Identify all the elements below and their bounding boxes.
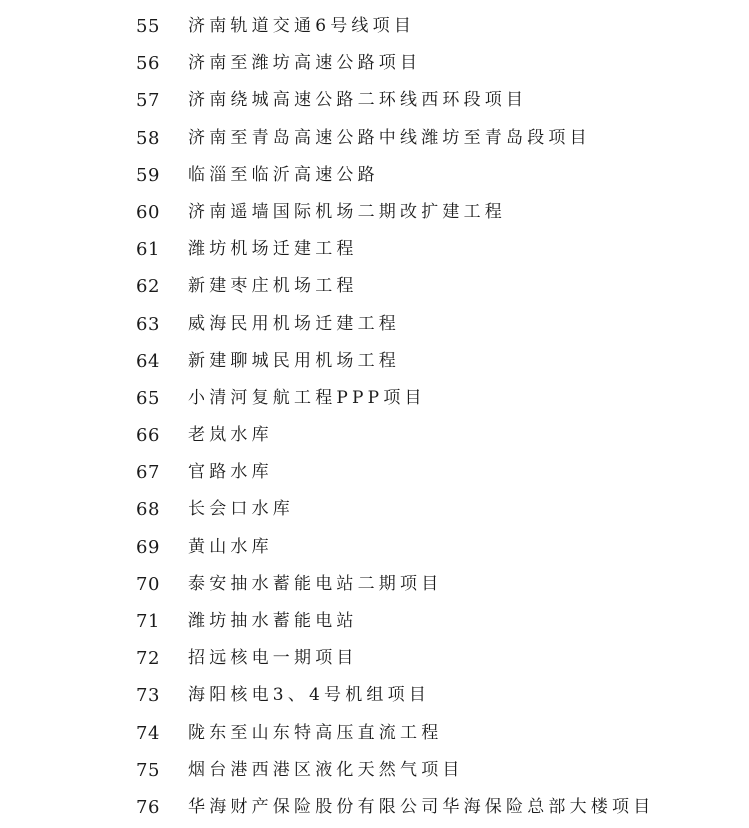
item-number: 68 [136, 499, 160, 521]
list-item [0, 752, 749, 789]
item-number: 61 [136, 239, 160, 261]
item-title: 新建枣庄机场工程 [188, 276, 358, 297]
item-number: 62 [136, 276, 160, 298]
list-item [0, 566, 749, 603]
item-title: 潍坊机场迁建工程 [188, 239, 358, 260]
item-number: 56 [136, 53, 160, 75]
list-item [0, 603, 749, 640]
list-item [0, 789, 749, 826]
item-title: 新建聊城民用机场工程 [188, 350, 400, 371]
item-title: 济南至潍坊高速公路项目 [188, 53, 422, 74]
project-list [0, 8, 749, 826]
list-item [0, 8, 749, 45]
item-title: 华海财产保险股份有限公司华海保险总部大楼项目 [188, 796, 655, 817]
item-number: 76 [136, 796, 160, 818]
item-title: 潍坊抽水蓄能电站 [188, 611, 358, 631]
list-item [0, 231, 749, 268]
list-item [0, 677, 749, 714]
item-number: 57 [136, 90, 160, 112]
item-title: 济南绕城高速公路二环线西环段项目 [188, 90, 528, 111]
list-item [0, 157, 749, 194]
item-title: 招远核电一期项目 [188, 648, 358, 669]
item-number: 70 [136, 573, 160, 595]
item-number: 69 [136, 536, 160, 558]
item-title: 陇东至山东特高压直流工程 [188, 722, 443, 743]
list-item [0, 45, 749, 82]
item-number: 71 [136, 611, 160, 632]
list-item [0, 491, 749, 528]
list-item [0, 640, 749, 677]
item-number: 60 [136, 201, 160, 223]
item-title: 济南至青岛高速公路中线潍坊至青岛段项目 [188, 127, 591, 148]
item-number: 73 [136, 685, 160, 707]
item-title: 黄山水库 [188, 536, 273, 557]
list-item [0, 454, 749, 491]
item-number: 63 [136, 313, 160, 335]
item-title: 济南遥墙国际机场二期改扩建工程 [188, 201, 506, 222]
list-item [0, 417, 749, 454]
list-item [0, 529, 749, 566]
item-number: 65 [136, 387, 160, 409]
item-number: 66 [136, 425, 160, 447]
list-item [0, 268, 749, 305]
item-number: 72 [136, 648, 160, 670]
item-number: 64 [136, 350, 160, 372]
item-number: 75 [136, 759, 160, 781]
item-number: 74 [136, 722, 160, 744]
list-item [0, 82, 749, 119]
list-item [0, 380, 749, 417]
item-title: 威海民用机场迁建工程 [188, 313, 400, 334]
item-title: 小清河复航工程PPP项目 [188, 387, 426, 408]
list-item [0, 715, 749, 752]
list-item [0, 343, 749, 380]
item-title: 官路水库 [188, 462, 273, 483]
item-title: 济南轨道交通6号线项目 [188, 16, 416, 36]
item-number: 67 [136, 462, 160, 484]
item-title: 海阳核电3、4号机组项目 [188, 685, 431, 706]
list-item [0, 120, 749, 157]
item-title: 老岚水库 [188, 425, 273, 446]
item-title: 长会口水库 [188, 499, 294, 520]
item-number: 55 [136, 16, 160, 37]
item-title: 泰安抽水蓄能电站二期项目 [188, 573, 443, 594]
item-title: 临淄至临沂高速公路 [188, 164, 379, 185]
item-number: 59 [136, 164, 160, 186]
list-item [0, 306, 749, 343]
item-number: 58 [136, 127, 160, 149]
list-item [0, 194, 749, 231]
item-title: 烟台港西港区液化天然气项目 [188, 759, 464, 780]
